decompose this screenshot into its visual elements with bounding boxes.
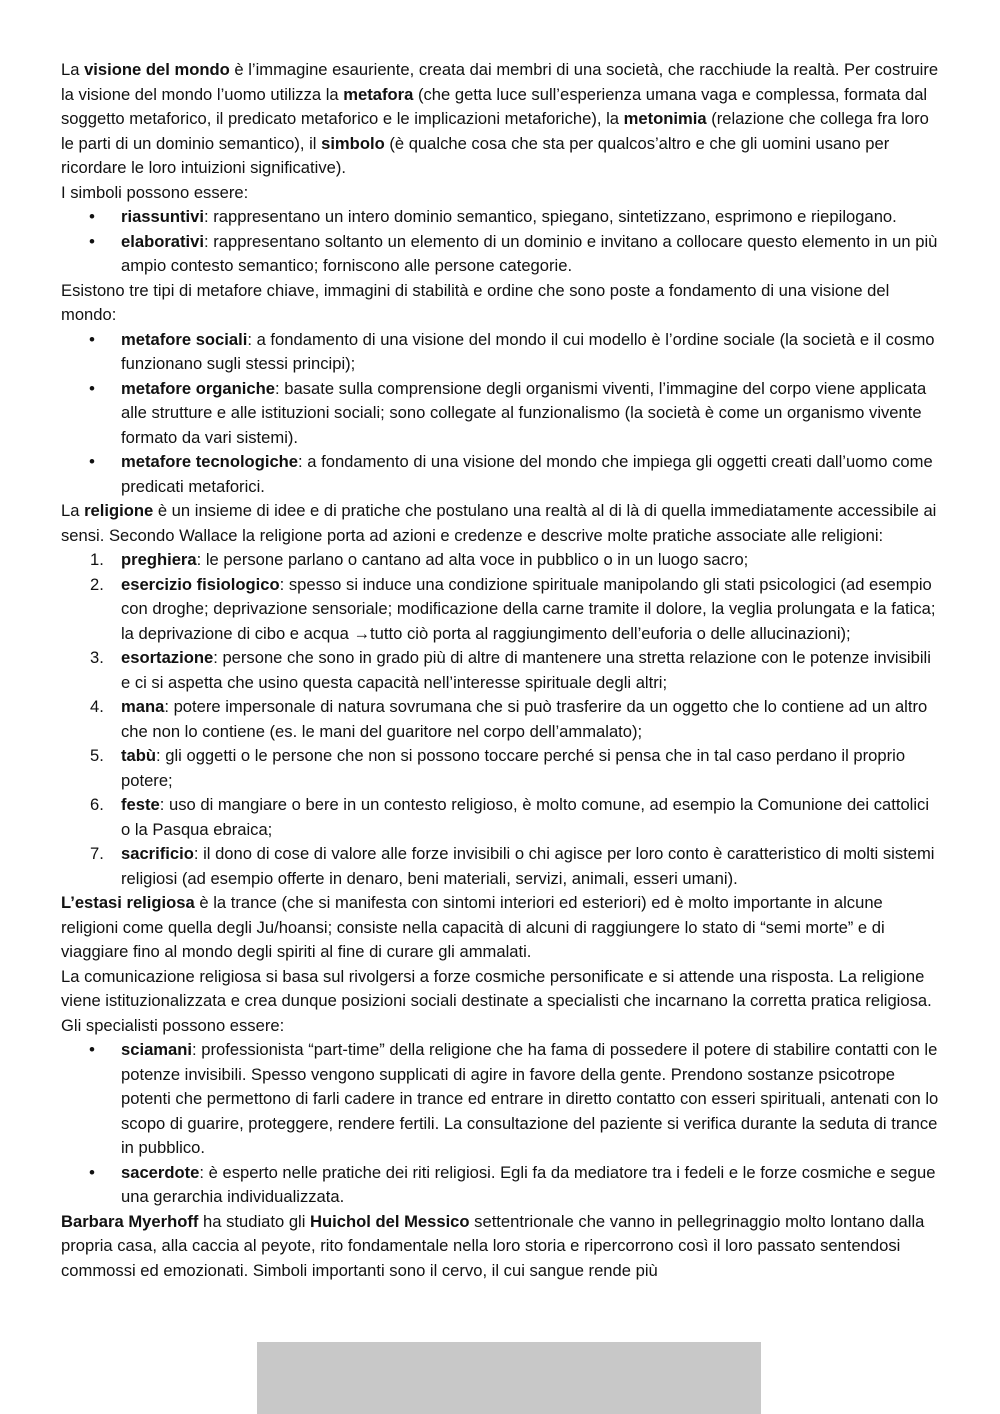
symbols-intro: I simboli possono essere: <box>61 182 249 202</box>
item-number: 1. <box>90 550 104 569</box>
document-page <box>61 58 941 1283</box>
item-number: 4. <box>90 697 104 716</box>
item-number: 5. <box>90 746 104 765</box>
metaphors-intro: Esistono tre tipi di metafore chiave, immagini di stabilità e ordine che sono poste a fondamento di una visione del mondo: <box>61 280 890 324</box>
item-text: : a fondamento di una visione del mondo che impiega gli oggetti creati dall’uomo come predicati metaforici. <box>121 452 933 496</box>
item-text: : il dono di cose di valore alle forze invisibili o chi agisce per loro conto è caratteristico di molti sistemi religiosi (ad esempio offerte in denaro, beni materiali, servizi, animali, esseri umani). <box>121 844 935 888</box>
item-text: : è esperto nelle pratiche dei riti religiosi. Egli fa da mediatore tra i fedeli e le forze cosmiche e segue una gerarchia individualizzata. <box>121 1162 936 1206</box>
list-item <box>121 1038 941 1161</box>
item-term: mana <box>121 697 165 716</box>
intro-text: (relazione che collega fra loro le parti di un dominio semantico), il <box>61 109 929 153</box>
ecstasy-paragraph <box>61 891 941 965</box>
item-text: : potere impersonale di natura sovrumana che si può trasferire da un oggetto che lo contiene ad un altro che non lo contiene (es. le mani del guaritore nel corpo dell’ammalato); <box>121 697 928 741</box>
item-text: : rappresentano soltanto un elemento di un dominio e invitano a collocare questo elemento in un più ampio contesto semantico; forniscono alle persone categorie. <box>121 231 938 275</box>
item-term: tabù <box>121 746 157 765</box>
communication-paragraph: La comunicazione religiosa si basa sul rivolgersi a forze cosmiche personificate e si attende una risposta. La religione viene istituzionalizzata e crea dunque posizioni sociali destinate a specialisti che incarnano la corretta pratica religiosa. Gli specialisti possono essere: <box>61 966 932 1035</box>
intro-text: (è qualche cosa che sta per qualcos’altro e che gli uomini usano per ricordare le loro intuizioni significative). <box>61 133 890 177</box>
list-item <box>121 230 941 279</box>
item-term: elaborativi <box>121 231 205 251</box>
religion-text: è un insieme di idee e di pratiche che postulano una realtà al di là di quella immediatamente accessibile ai sensi. Secondo Wallace la religione porta ad azioni e credenze e descrive molte pratiche associate alle religioni: <box>61 501 937 545</box>
item-text: : rappresentano un intero dominio semantico, spiegano, sintetizzano, esprimono e riepilogano. <box>204 207 897 226</box>
item-text: : persone che sono in grado più di altre di mantenere una stretta relazione con le potenze invisibili e ci si aspetta che usino questa capacità nell’interesse spirituale degli altri; <box>121 648 931 692</box>
list-item <box>121 1161 941 1210</box>
religion-text: La <box>61 501 85 520</box>
item-term: sciamani <box>121 1040 193 1059</box>
item-term: esercizio fisiologico <box>121 574 280 594</box>
list-item <box>121 328 941 377</box>
item-number: 2. <box>90 574 104 594</box>
list-item <box>121 450 941 499</box>
term-religione: religione <box>84 501 154 520</box>
list-item <box>90 744 941 793</box>
item-term: esortazione <box>121 648 214 667</box>
term-estasi-religiosa: L’estasi religiosa <box>61 893 195 912</box>
item-text: : spesso si induce una condizione spirituale manipolando gli stati psicologici (ad esempio con droghe; deprivazione sensoriale; modificazione della carne tramite il dolore, la veglia prolungata e la fatica; la deprivazione di cibo e acqua →tutto ciò porta al raggiungimento dell’euforia o delle allucinazioni); <box>121 574 936 643</box>
item-term: feste <box>121 795 160 814</box>
religion-paragraph <box>61 499 941 548</box>
item-term: sacrificio <box>121 844 194 863</box>
item-text: : professionista “part-time” della religione che ha fama di possedere il potere di stabilire contatti con le potenze invisibili. Spesso vengono supplicati di agire in favore della gente. Prendono sostanze psicotrope potenti che permettono di farli cadere in trance ed entrare in diretto contatto con esseri spirituali, antenati con lo scopo di guarire, proteggere, rendere fertili. La consultazione del paziente si verifica durante la seduta di trance in pubblico. <box>121 1040 939 1157</box>
item-term: riassuntivi <box>121 207 205 226</box>
myerhoff-text: settentrionale che vanno in pellegrinaggio molto lontano dalla propria casa, alla caccia al peyote, rito fondamentale nella loro storia e ripercorrono così il loro passato sentendosi commossi ed emozionati. Simboli importanti sono il cervo, il cui sangue rende più <box>61 1211 925 1280</box>
intro-text: (che getta luce sull’esperienza umana vaga e complessa, formata dal soggetto metaforico, il predicato metaforico e le implicazioni metaforiche), la <box>61 84 928 128</box>
item-term: preghiera <box>121 550 197 569</box>
item-number: 7. <box>90 844 104 863</box>
item-text: : a fondamento di una visione del mondo il cui modello è l’ordine sociale (la società e il cosmo funzionano sugli stessi principi); <box>121 329 935 373</box>
list-item <box>90 842 941 891</box>
specialists-list <box>61 1038 941 1210</box>
metaphors-list <box>61 328 941 500</box>
term-huichol: Huichol del Messico <box>310 1211 470 1231</box>
list-item <box>121 377 941 451</box>
list-item <box>90 793 941 842</box>
practices-list <box>61 548 941 891</box>
item-term: metafore sociali <box>121 329 248 349</box>
gray-overlay-box <box>257 1342 761 1414</box>
item-number: 6. <box>90 795 104 814</box>
intro-text: La <box>61 60 85 79</box>
item-text: : uso di mangiare o bere in un contesto religioso, è molto comune, ad esempio la Comunione dei cattolici o la Pasqua ebraica; <box>121 795 930 839</box>
list-item <box>90 573 941 647</box>
list-item <box>90 695 941 744</box>
term-visione-del-mondo: visione del mondo <box>84 60 230 79</box>
intro-paragraph <box>61 58 941 181</box>
myerhoff-paragraph <box>61 1210 941 1284</box>
item-number: 3. <box>90 648 104 667</box>
intro-text: è l’immagine esauriente, creata dai membri di una società, che racchiude la realtà. Per costruire la visione del mondo l’uomo utilizza la <box>61 60 939 104</box>
item-term: metafore organiche <box>121 378 275 398</box>
ecstasy-text: è la trance (che si manifesta con sintomi interiori ed esteriori) ed è molto importante in alcune religioni come quella degli Ju/hoansi; consiste nella capacità di alcuni di raggiungere lo stato di “semi morte” e di viaggiare fino al mondo degli spiriti al fine di curare gli ammalati. <box>61 893 885 961</box>
item-text: : basate sulla comprensione degli organismi viventi, l’immagine del corpo viene applicata alle strutture e alle istituzioni sociali; sono collegate al funzionalismo (la società è come un organismo vivente formato da vari sistemi). <box>121 378 927 447</box>
item-term: sacerdote <box>121 1162 200 1182</box>
myerhoff-text: ha studiato gli <box>198 1211 311 1231</box>
term-simbolo: simbolo <box>321 133 385 153</box>
list-item <box>90 548 941 573</box>
symbols-list <box>61 205 941 279</box>
term-metonimia: metonimia <box>623 109 707 128</box>
item-term: metafore tecnologiche <box>121 452 299 471</box>
term-barbara-myerhoff: Barbara Myerhoff <box>61 1211 199 1231</box>
item-text: : gli oggetti o le persone che non si possono toccare perché si pensa che in tal caso perdano il proprio potere; <box>121 746 906 790</box>
term-metafora: metafora <box>343 84 414 104</box>
list-item <box>121 205 941 230</box>
item-text: : le persone parlano o cantano ad alta voce in pubblico o in un luogo sacro; <box>196 550 749 569</box>
list-item <box>90 646 941 695</box>
